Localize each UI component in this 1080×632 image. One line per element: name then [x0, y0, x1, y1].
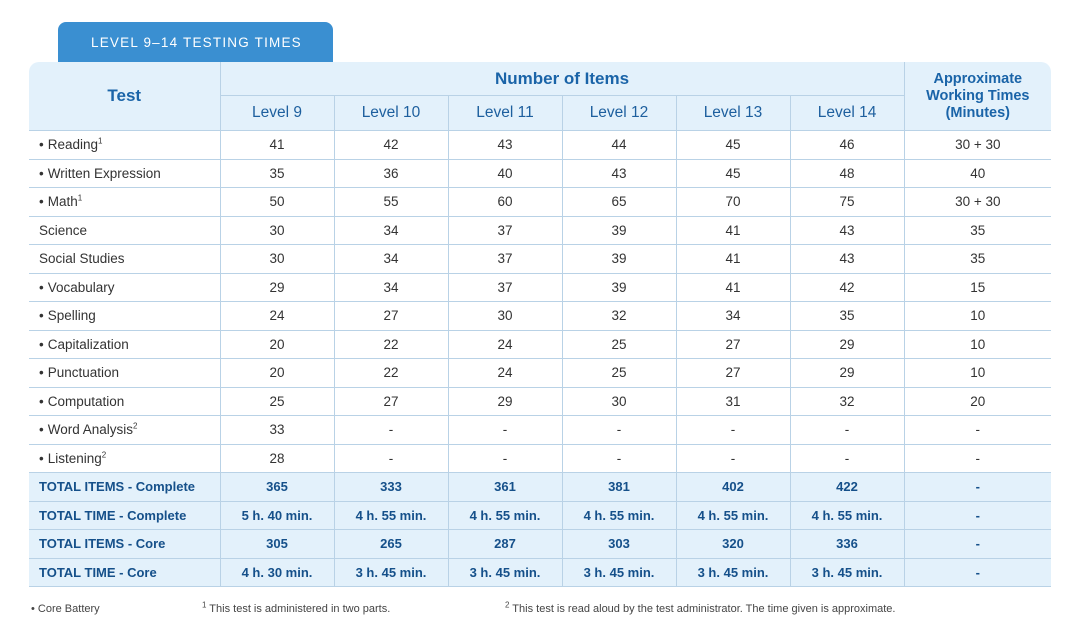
test-name: Science [39, 222, 88, 238]
item-count-cell: 43 [790, 245, 904, 274]
item-count-cell: - [562, 444, 676, 473]
total-value-cell: 265 [334, 530, 448, 559]
table-row [29, 273, 1051, 302]
item-count-cell: 42 [790, 273, 904, 302]
total-row [29, 558, 1051, 587]
working-time-cell: 10 [904, 359, 1051, 388]
table-row [29, 188, 1051, 217]
table-row [29, 159, 1051, 188]
item-count-cell: 45 [676, 159, 790, 188]
test-name-cell [29, 330, 220, 359]
item-count-cell: 24 [220, 302, 334, 331]
item-count-cell: 46 [790, 131, 904, 160]
test-name-cell [29, 216, 220, 245]
core-battery-bullet: • [39, 336, 44, 352]
footnote-marker: 2 [133, 421, 138, 431]
working-time-cell: 10 [904, 302, 1051, 331]
item-count-cell: 20 [220, 330, 334, 359]
total-value-cell: 5 h. 40 min. [220, 501, 334, 530]
total-value-cell: 333 [334, 473, 448, 502]
item-count-cell: 29 [448, 387, 562, 416]
working-time-cell: 20 [904, 387, 1051, 416]
working-time-cell: - [904, 444, 1051, 473]
working-time-cell: 30 + 30 [904, 188, 1051, 217]
total-time-cell: - [904, 530, 1051, 559]
total-value-cell: 402 [676, 473, 790, 502]
item-count-cell: 48 [790, 159, 904, 188]
item-count-cell: 41 [676, 273, 790, 302]
test-name: Computation [47, 393, 125, 409]
test-name: Written Expression [47, 165, 161, 181]
core-battery-bullet: • [39, 393, 44, 409]
item-count-cell: 34 [676, 302, 790, 331]
working-time-cell: 15 [904, 273, 1051, 302]
core-battery-bullet: • [39, 165, 44, 181]
item-count-cell: 25 [562, 359, 676, 388]
working-time-cell: 35 [904, 216, 1051, 245]
total-value-cell: 4 h. 30 min. [220, 558, 334, 587]
test-name-cell [29, 131, 220, 160]
total-value-cell: 3 h. 45 min. [790, 558, 904, 587]
header-approx-working-times: Approximate Working Times (Minutes) [904, 62, 1051, 131]
item-count-cell: 29 [790, 359, 904, 388]
item-count-cell: 39 [562, 216, 676, 245]
item-count-cell: 34 [334, 216, 448, 245]
test-name: Listening [47, 450, 102, 466]
item-count-cell: 27 [334, 387, 448, 416]
test-name: Word Analysis [47, 422, 134, 438]
item-count-cell: 42 [334, 131, 448, 160]
item-count-cell: 33 [220, 416, 334, 445]
core-battery-bullet: • [39, 422, 44, 438]
item-count-cell: - [562, 416, 676, 445]
table-row [29, 216, 1051, 245]
item-count-cell: 60 [448, 188, 562, 217]
item-count-cell: 75 [790, 188, 904, 217]
total-value-cell: 4 h. 55 min. [676, 501, 790, 530]
working-time-cell: 10 [904, 330, 1051, 359]
working-time-cell: - [904, 416, 1051, 445]
header-test: Test [29, 62, 220, 131]
core-battery-bullet: • [39, 365, 44, 381]
working-time-cell: 40 [904, 159, 1051, 188]
item-count-cell: 41 [676, 216, 790, 245]
total-label-cell: TOTAL ITEMS - Core [29, 530, 220, 559]
item-count-cell: - [334, 444, 448, 473]
item-count-cell: 27 [676, 359, 790, 388]
working-time-cell: 35 [904, 245, 1051, 274]
header-level: Level 13 [676, 96, 790, 131]
footnote-marker: 1 [77, 193, 83, 203]
working-time-cell: 30 + 30 [904, 131, 1051, 160]
item-count-cell: 50 [220, 188, 334, 217]
item-count-cell: 31 [676, 387, 790, 416]
item-count-cell: 41 [676, 245, 790, 274]
item-count-cell: 34 [334, 245, 448, 274]
table-title-tab: LEVEL 9–14 TESTING TIMES [58, 22, 333, 62]
header-level: Level 10 [334, 96, 448, 131]
header-level: Level 9 [220, 96, 334, 131]
item-count-cell: 32 [790, 387, 904, 416]
item-count-cell: 24 [448, 359, 562, 388]
core-battery-bullet: • [39, 450, 44, 466]
item-count-cell: 24 [448, 330, 562, 359]
item-count-cell: 35 [790, 302, 904, 331]
footer-note-1 [202, 600, 391, 615]
item-count-cell: 41 [220, 131, 334, 160]
item-count-cell: 45 [676, 131, 790, 160]
item-count-cell: 55 [334, 188, 448, 217]
table-row [29, 387, 1051, 416]
total-value-cell: 381 [562, 473, 676, 502]
test-name-cell [29, 444, 220, 473]
table-row [29, 131, 1051, 160]
test-name-cell [29, 159, 220, 188]
total-value-cell: 336 [790, 530, 904, 559]
total-value-cell: 305 [220, 530, 334, 559]
item-count-cell: 27 [676, 330, 790, 359]
item-count-cell: 39 [562, 273, 676, 302]
item-count-cell: 22 [334, 359, 448, 388]
total-label-cell: TOTAL TIME - Core [29, 558, 220, 587]
item-count-cell: 43 [790, 216, 904, 245]
footnote-mark-2: 2 [505, 600, 510, 610]
item-count-cell: 36 [334, 159, 448, 188]
total-value-cell: 3 h. 45 min. [448, 558, 562, 587]
test-name-cell [29, 245, 220, 274]
item-count-cell: 29 [790, 330, 904, 359]
header-level: Level 14 [790, 96, 904, 131]
item-count-cell: 43 [448, 131, 562, 160]
footnote-marker: 2 [101, 450, 107, 460]
total-time-cell: - [904, 501, 1051, 530]
total-value-cell: 4 h. 55 min. [790, 501, 904, 530]
table-row [29, 416, 1051, 445]
item-count-cell: - [790, 416, 904, 445]
item-count-cell: 65 [562, 188, 676, 217]
header-number-of-items: Number of Items [220, 62, 904, 96]
item-count-cell: 20 [220, 359, 334, 388]
total-label-cell: TOTAL ITEMS - Complete [29, 473, 220, 502]
total-value-cell: 3 h. 45 min. [562, 558, 676, 587]
test-name: Math [47, 194, 78, 210]
item-count-cell: 37 [448, 216, 562, 245]
item-count-cell: - [676, 444, 790, 473]
total-value-cell: 287 [448, 530, 562, 559]
testing-times-table-card [29, 62, 1051, 587]
total-value-cell: 361 [448, 473, 562, 502]
table-row [29, 245, 1051, 274]
item-count-cell: 27 [334, 302, 448, 331]
item-count-cell: 29 [220, 273, 334, 302]
item-count-cell: 25 [562, 330, 676, 359]
item-count-cell: 40 [448, 159, 562, 188]
item-count-cell: - [676, 416, 790, 445]
table-row [29, 302, 1051, 331]
footnote-text-1: This test is administered in two parts. [206, 603, 391, 615]
test-name-cell [29, 359, 220, 388]
table-body [29, 131, 1051, 587]
total-value-cell: 4 h. 55 min. [334, 501, 448, 530]
item-count-cell: 44 [562, 131, 676, 160]
item-count-cell: 30 [220, 245, 334, 274]
total-value-cell: 422 [790, 473, 904, 502]
test-name: Capitalization [47, 336, 129, 352]
test-name: Punctuation [47, 365, 120, 381]
core-battery-bullet: • [39, 194, 44, 210]
test-name-cell [29, 416, 220, 445]
total-value-cell: 365 [220, 473, 334, 502]
item-count-cell: 70 [676, 188, 790, 217]
total-row [29, 501, 1051, 530]
test-name-cell [29, 302, 220, 331]
item-count-cell: - [790, 444, 904, 473]
total-value-cell: 3 h. 45 min. [334, 558, 448, 587]
test-name-cell [29, 273, 220, 302]
item-count-cell: - [448, 444, 562, 473]
item-count-cell: 30 [220, 216, 334, 245]
total-value-cell: 303 [562, 530, 676, 559]
core-battery-bullet: • [39, 279, 44, 295]
item-count-cell: 37 [448, 245, 562, 274]
total-value-cell: 4 h. 55 min. [448, 501, 562, 530]
item-count-cell: 43 [562, 159, 676, 188]
footnote-text-2: This test is read aloud by the test administrator. The time given is approximate. [509, 603, 896, 615]
test-name-cell [29, 188, 220, 217]
item-count-cell: 35 [220, 159, 334, 188]
core-battery-bullet: • [39, 137, 44, 153]
total-time-cell: - [904, 558, 1051, 587]
item-count-cell: 30 [448, 302, 562, 331]
footer-core-battery: • Core Battery [31, 603, 100, 615]
table-row [29, 330, 1051, 359]
total-value-cell: 320 [676, 530, 790, 559]
testing-times-table [29, 62, 1051, 587]
total-label-cell: TOTAL TIME - Complete [29, 501, 220, 530]
item-count-cell: - [334, 416, 448, 445]
test-name: Spelling [47, 308, 96, 324]
item-count-cell: 32 [562, 302, 676, 331]
item-count-cell: 34 [334, 273, 448, 302]
total-value-cell: 4 h. 55 min. [562, 501, 676, 530]
item-count-cell: 25 [220, 387, 334, 416]
total-row [29, 530, 1051, 559]
item-count-cell: - [448, 416, 562, 445]
header-level: Level 11 [448, 96, 562, 131]
test-name: Reading [47, 137, 99, 153]
test-name-cell [29, 387, 220, 416]
item-count-cell: 22 [334, 330, 448, 359]
table-row [29, 359, 1051, 388]
total-time-cell: - [904, 473, 1051, 502]
footer-note-2 [505, 600, 896, 615]
footnote-mark-1: 1 [202, 600, 207, 610]
total-row [29, 473, 1051, 502]
total-value-cell: 3 h. 45 min. [676, 558, 790, 587]
item-count-cell: 28 [220, 444, 334, 473]
test-name: Vocabulary [47, 279, 115, 295]
table-row [29, 444, 1051, 473]
test-name: Social Studies [39, 251, 125, 267]
header-level: Level 12 [562, 96, 676, 131]
item-count-cell: 37 [448, 273, 562, 302]
core-battery-bullet: • [39, 308, 44, 324]
item-count-cell: 39 [562, 245, 676, 274]
footnote-marker: 1 [98, 136, 103, 146]
item-count-cell: 30 [562, 387, 676, 416]
